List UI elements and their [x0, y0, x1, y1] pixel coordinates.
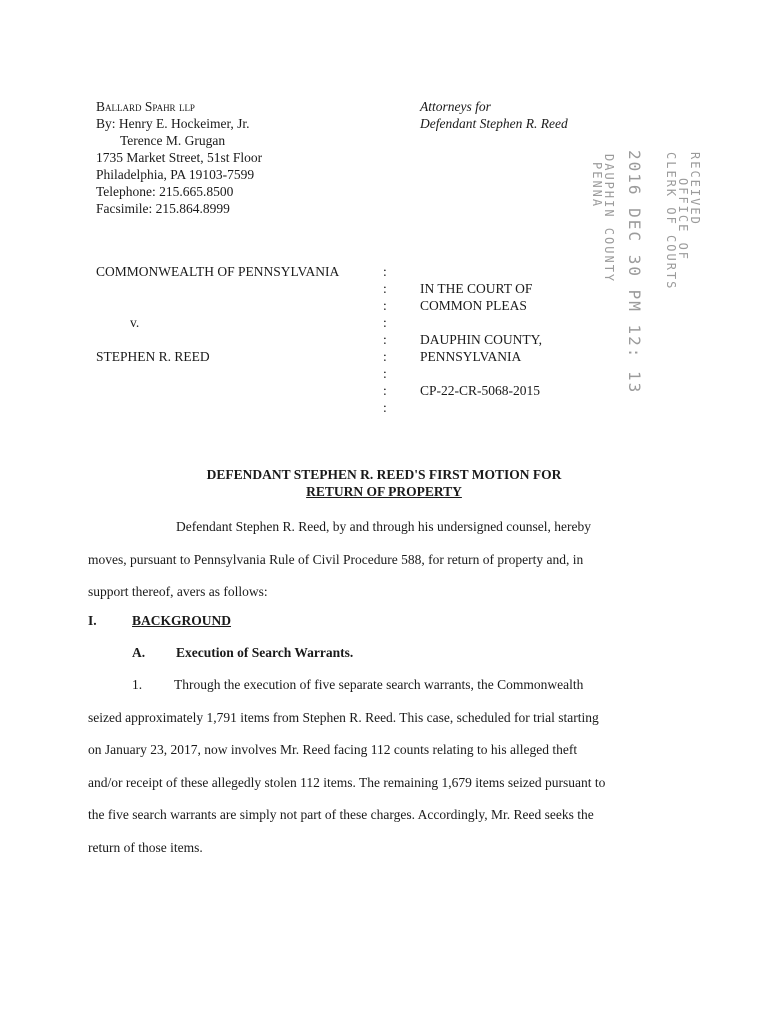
caption-defendant: STEPHEN R. REED: [96, 349, 210, 364]
filing-stamp: [578, 148, 708, 395]
attorney-by-line: By: Henry E. Hockeimer, Jr.: [96, 116, 250, 131]
caption-colon: :: [383, 332, 387, 347]
attorneys-for-label: Attorneys for: [420, 99, 491, 114]
section-number: I.: [88, 613, 97, 628]
stamp-clerk: CLERK OF COURTS: [664, 152, 678, 291]
county-line1: DAUPHIN COUNTY,: [420, 332, 543, 347]
counsel-block: [96, 98, 396, 217]
caption-colon: :: [383, 383, 387, 398]
paragraph-1: [88, 669, 648, 864]
subsection-title: Execution of Search Warrants.: [176, 645, 354, 660]
court-name: [420, 280, 532, 314]
stamp-county: DAUPHIN COUNTY: [602, 154, 616, 284]
motion-title-line1: DEFENDANT STEPHEN R. REED'S FIRST MOTION FOR: [206, 467, 562, 482]
motion-title-line2-wrap: [0, 483, 768, 500]
intro-line: moves, pursuant to Pennsylvania Rule of Civil Procedure 588, for return of property and, in: [88, 551, 584, 567]
county-line2: PENNSYLVANIA: [420, 349, 522, 364]
paragraph-number: 1.: [132, 677, 143, 692]
paragraph-line: on January 23, 2017, now involves Mr. Reed facing 112 counts relating to his alleged theft: [88, 742, 578, 757]
caption-colon: :: [383, 264, 387, 279]
intro-line: Defendant Stephen R. Reed, by and through his undersigned counsel, hereby: [176, 519, 592, 534]
motion-title-line2: RETURN OF PROPERTY: [306, 484, 462, 499]
section-title: BACKGROUND: [132, 613, 232, 628]
caption-colon: :: [383, 400, 387, 415]
paragraph-line: return of those items.: [88, 839, 203, 855]
firm-telephone: Telephone: 215.665.8500: [96, 184, 234, 199]
caption-plaintiff: COMMONWEALTH OF PENNSYLVANIA: [96, 264, 340, 279]
court-name-line1: IN THE COURT OF: [420, 281, 533, 296]
firm-address-line2: Philadelphia, PA 19103-7599: [96, 167, 255, 182]
caption-colon: :: [383, 281, 387, 296]
caption-versus: v.: [130, 315, 140, 330]
subsection-letter: A.: [132, 645, 146, 660]
stamp-state: PENNA: [590, 162, 604, 209]
court-county: [420, 331, 542, 365]
paragraph-line: [88, 669, 648, 702]
paragraph-line: and/or receipt of these allegedly stolen 112 items. The remaining 1,679 items seized pursuant to: [88, 774, 606, 790]
attorneys-for-party: Defendant Stephen R. Reed: [420, 116, 568, 131]
firm-address-line1: 1735 Market Street, 51st Floor: [96, 150, 263, 165]
paragraph-text: Through the execution of five separate search warrants, the Commonwealth: [174, 677, 584, 692]
stamp-office: OFFICE OF: [676, 178, 690, 262]
attorney-name: Terence M. Grugan: [120, 133, 226, 148]
caption-colon: :: [383, 366, 387, 381]
paragraph-line: seized approximately 1,791 items from Stephen R. Reed. This case, scheduled for trial starting: [88, 709, 599, 725]
intro-line: support thereof, avers as follows:: [88, 584, 268, 599]
court-name-line2: COMMON PLEAS: [420, 298, 527, 313]
intro-paragraph: [88, 511, 648, 609]
firm-facsimile: Facsimile: 215.864.8999: [96, 201, 230, 216]
caption-colon: :: [383, 315, 387, 330]
stamp-date: 2016 DEC 30 PM 12: 13: [625, 150, 644, 395]
stamp-received: RECEIVED: [688, 152, 702, 226]
firm-name: Ballard Spahr llp: [96, 99, 195, 114]
paragraph-line: the five search warrants are simply not part of these charges. Accordingly, Mr. Reed seeks the: [88, 807, 594, 822]
caption-colon: :: [383, 298, 387, 313]
caption-colon: :: [383, 349, 387, 364]
docket-number: CP-22-CR-5068-2015: [420, 383, 541, 398]
attorneys-for-block: [420, 98, 568, 132]
